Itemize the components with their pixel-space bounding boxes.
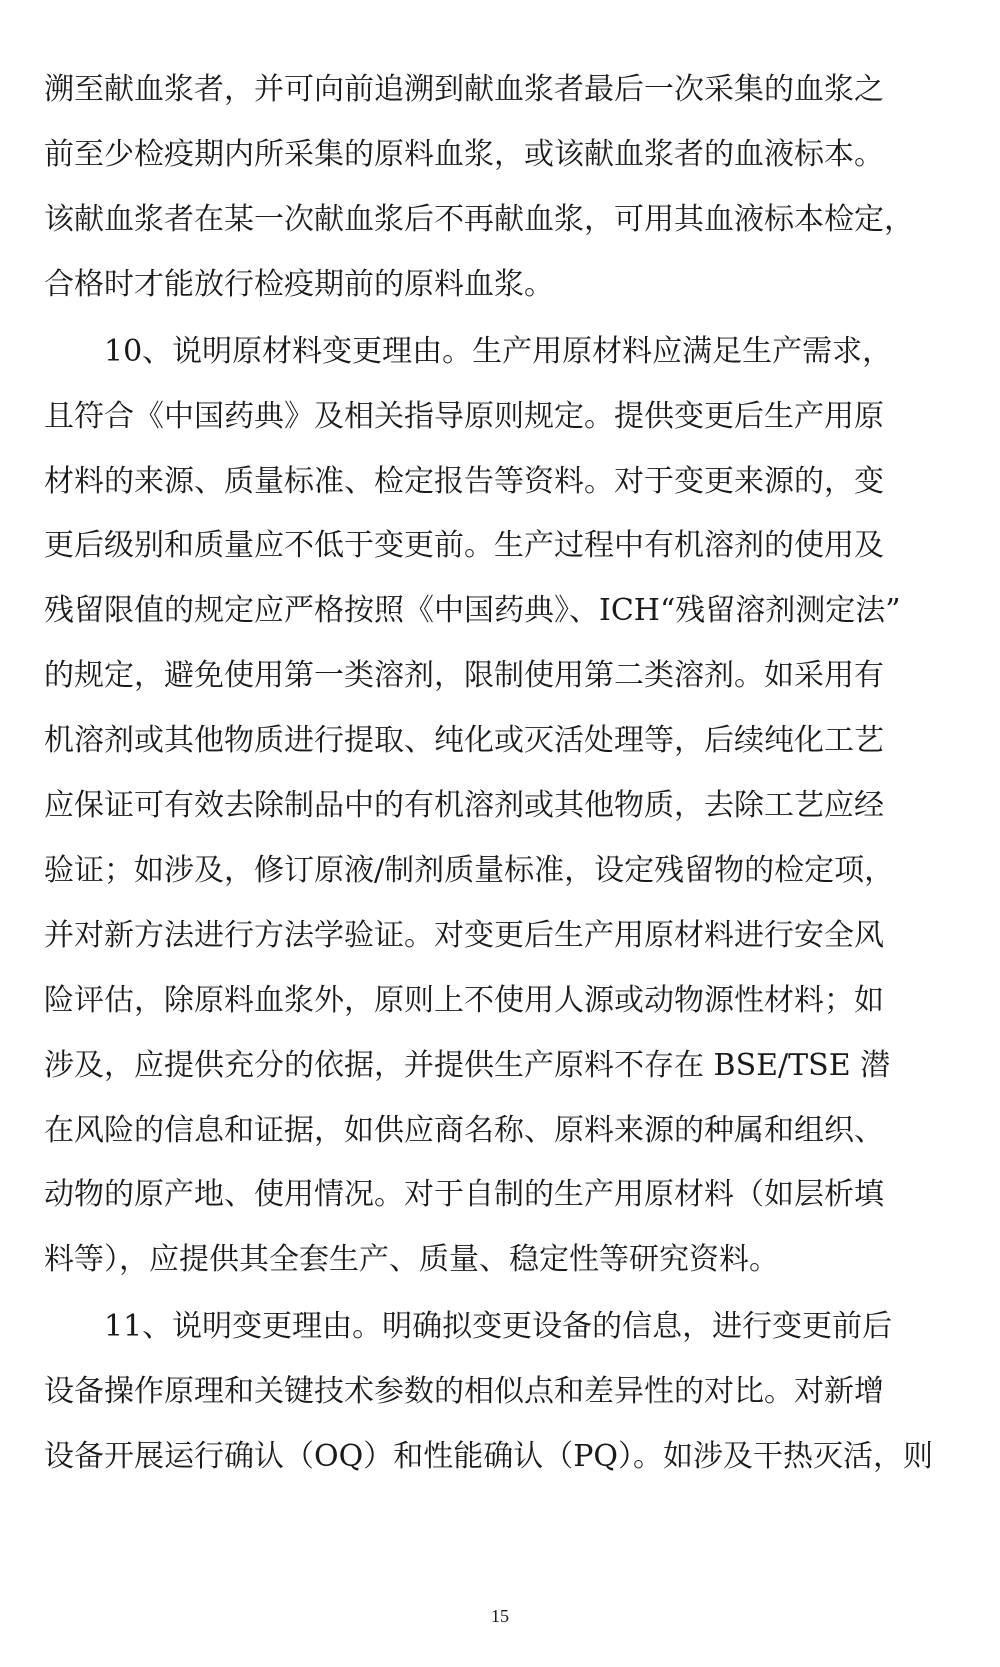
text-line: 残留限值的规定应严格按照《中国药典》、ICH“残留溶剂测定法”	[44, 593, 901, 628]
text-line: 材料的来源、质量标准、检定报告等资料。对于变更来源的，变	[44, 464, 884, 499]
text-line: 料等），应提供其全套生产、质量、稳定性等研究资料。	[44, 1242, 779, 1277]
paragraph-first-line: 11、说明变更理由。明确拟变更设备的信息，进行变更前后	[104, 1309, 893, 1344]
text-line: 机溶剂或其他物质进行提取、纯化或灭活处理等，后续纯化工艺	[44, 723, 884, 758]
text-line: 前至少检疫期内所采集的原料血浆，或该献血浆者的血液标本。	[44, 137, 884, 172]
text-line: 的规定，避免使用第一类溶剂，限制使用第二类溶剂。如采用有	[44, 658, 884, 693]
text-line: 验证；如涉及，修订原液/制剂质量标准，设定残留物的检定项，	[44, 853, 895, 888]
text-line: 溯至献血浆者，并可向前追溯到献血浆者最后一次采集的血浆之	[44, 72, 884, 107]
text-line: 险评估，除原料血浆外，原则上不使用人源或动物源性材料；如	[44, 983, 884, 1018]
text-line: 动物的原产地、使用情况。对于自制的生产用原材料（如层析填	[44, 1177, 884, 1212]
text-line: 该献血浆者在某一次献血浆后不再献血浆，可用其血液标本检定，	[44, 202, 914, 237]
paragraph-first-line: 10、说明原材料变更理由。生产用原材料应满足生产需求，	[104, 334, 893, 369]
text-line: 在风险的信息和证据，如供应商名称、原料来源的种属和组织、	[44, 1113, 884, 1148]
text-line: 设备操作原理和关键技术参数的相似点和差异性的对比。对新增	[44, 1374, 884, 1409]
text-line: 并对新方法进行方法学验证。对变更后生产用原材料进行安全风	[44, 918, 884, 953]
text-line: 涉及，应提供充分的依据，并提供生产原料不存在 BSE/TSE 潜	[44, 1048, 891, 1083]
page-number: 15	[491, 1606, 509, 1626]
text-line: 且符合《中国药典》及相关指导原则规定。提供变更后生产用原	[44, 399, 884, 434]
text-line: 应保证可有效去除制品中的有机溶剂或其他物质，去除工艺应经	[44, 788, 884, 823]
text-line: 设备开展运行确认（OQ）和性能确认（PQ）。如涉及干热灭活，则	[44, 1439, 933, 1474]
text-line: 合格时才能放行检疫期前的原料血浆。	[44, 267, 554, 302]
text-line: 更后级别和质量应不低于变更前。生产过程中有机溶剂的使用及	[44, 528, 884, 563]
